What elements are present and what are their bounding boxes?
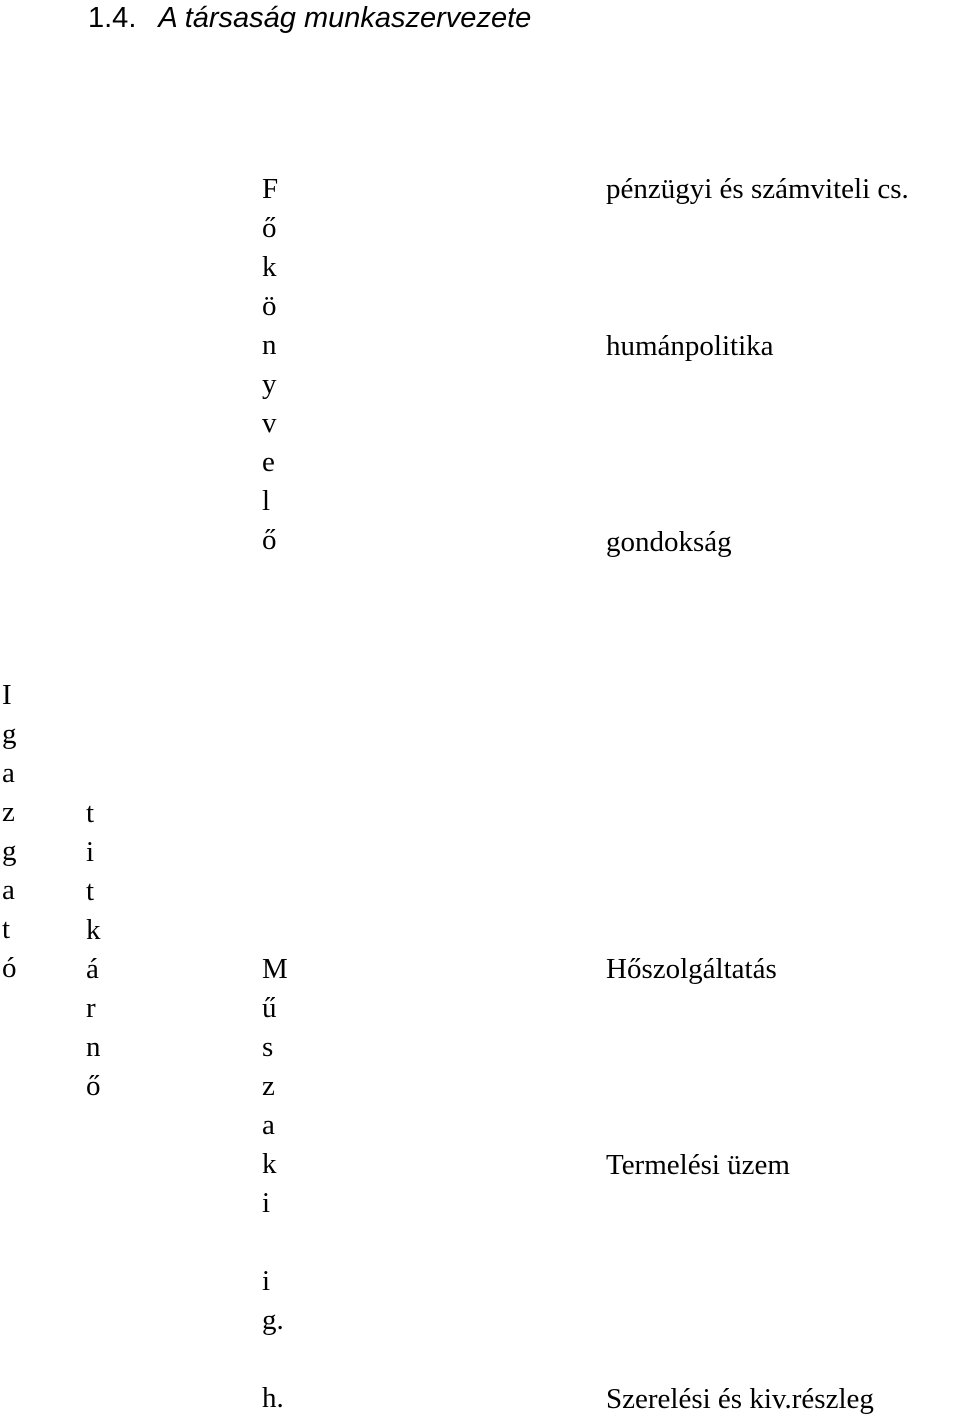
letter: n (262, 329, 277, 361)
letter: ö (262, 290, 277, 322)
letter: a (262, 1109, 275, 1141)
muszaki-igh-vertical-label (262, 950, 288, 1418)
letter: s (262, 1031, 274, 1063)
letter: k (262, 1148, 277, 1180)
letter: M (262, 953, 288, 985)
fokonyvelo-vertical-label (262, 170, 278, 560)
letter: g (2, 718, 17, 750)
letter: F (262, 173, 279, 205)
letter: h. (262, 1382, 284, 1414)
letter: t (86, 875, 95, 907)
dept-szerelesi-reszleg: Szerelési és kiv.részleg (606, 1383, 874, 1415)
dept-penzugyi-szamviteli: pénzügyi és számviteli cs. (606, 173, 909, 205)
dept-hoszolgaltatas: Hőszolgáltatás (606, 953, 777, 985)
letter: t (86, 797, 95, 829)
letter: t (2, 913, 11, 945)
letter: ő (86, 1070, 101, 1102)
dept-termelesi-uzem: Termelési üzem (606, 1149, 790, 1181)
section-title: A társaság munkaszervezete (158, 2, 532, 34)
letter: i (262, 1187, 271, 1219)
dept-gondoksag: gondokság (606, 526, 732, 558)
letter: e (262, 446, 275, 478)
letter: I (2, 679, 12, 711)
dept-humanpolitika: humánpolitika (606, 330, 774, 362)
letter-gap (262, 1340, 288, 1379)
section-heading (88, 0, 531, 36)
letter: a (2, 757, 15, 789)
letter: z (262, 1070, 275, 1102)
titkarno-vertical-label (86, 794, 101, 1106)
letter: a (2, 874, 15, 906)
letter: z (2, 796, 15, 828)
section-number: 1.4. (88, 2, 137, 34)
letter: l (262, 485, 271, 517)
letter: ó (2, 952, 17, 984)
letter: ő (262, 524, 277, 556)
letter: ű (262, 992, 277, 1024)
letter: k (86, 914, 101, 946)
letter: r (86, 992, 96, 1024)
letter: n (86, 1031, 101, 1063)
letter: g. (262, 1304, 284, 1336)
letter: i (86, 836, 95, 868)
letter: g (2, 835, 17, 867)
letter: y (262, 368, 277, 400)
igazgato-vertical-label (2, 676, 17, 988)
letter: ő (262, 212, 277, 244)
letter: á (86, 953, 99, 985)
letter: v (262, 407, 277, 439)
letter: k (262, 251, 277, 283)
letter: i (262, 1265, 271, 1297)
letter-gap (262, 1223, 288, 1262)
